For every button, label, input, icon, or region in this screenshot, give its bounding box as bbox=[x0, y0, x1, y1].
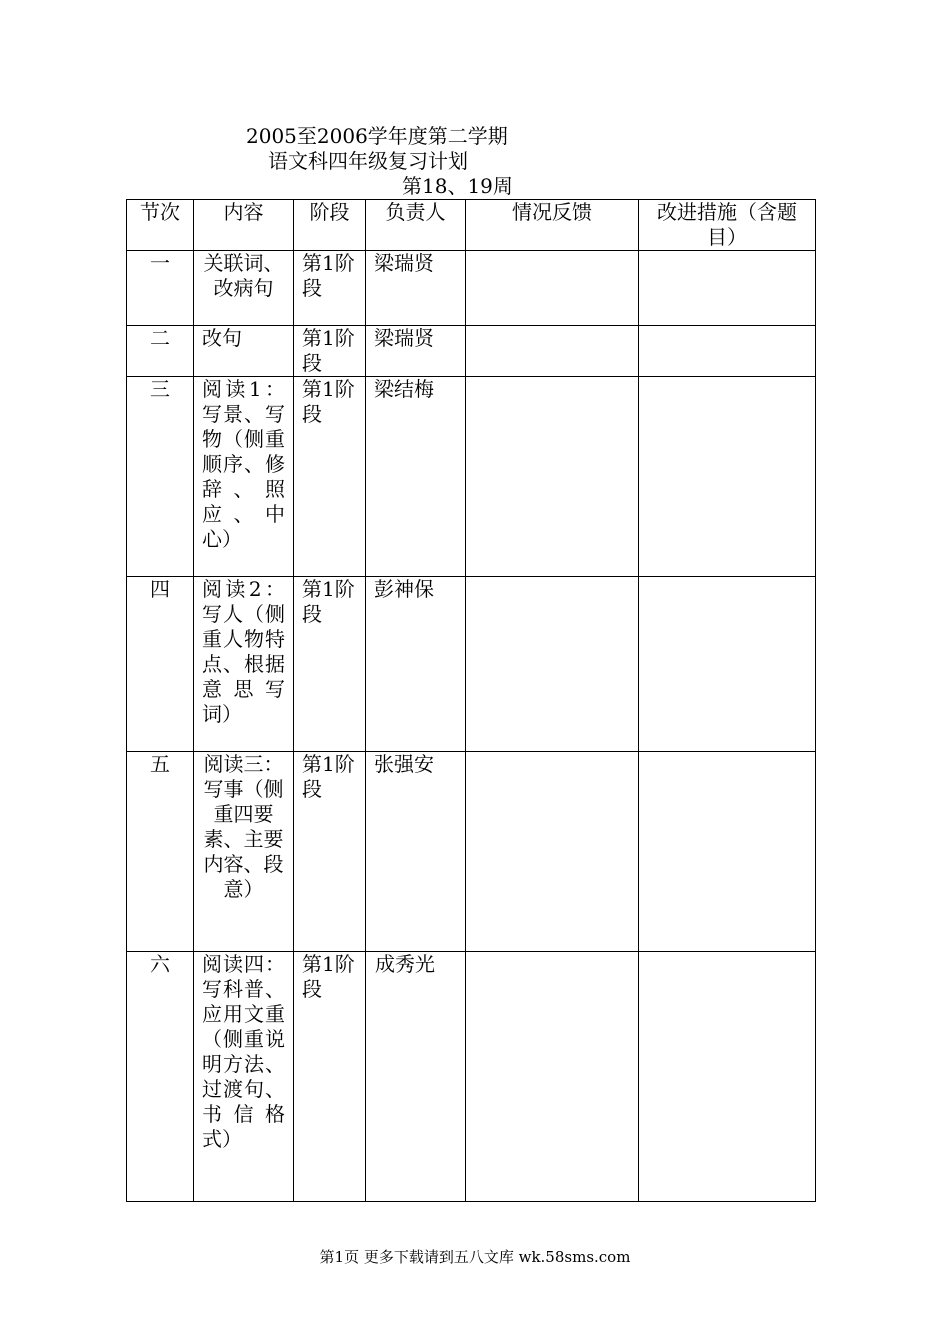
cell-stage: 第1阶段 bbox=[294, 326, 366, 377]
header-section: 节次 bbox=[127, 200, 194, 251]
cell-owner: 梁瑞贤 bbox=[366, 251, 466, 326]
cell-content: 关联词、改病句 bbox=[194, 251, 294, 326]
cell-improvement bbox=[639, 251, 816, 326]
cell-content: 改句 bbox=[194, 326, 294, 377]
table-row bbox=[127, 377, 816, 577]
cell-stage: 第1阶段 bbox=[294, 952, 366, 1202]
cell-section: 二 bbox=[127, 326, 194, 377]
cell-content: 阅读四：写科普、应用文重（侧重说明方法、过渡句、书信格式） bbox=[194, 952, 294, 1202]
cell-owner: 张强安 bbox=[366, 752, 466, 952]
cell-feedback bbox=[466, 251, 639, 326]
cell-section: 一 bbox=[127, 251, 194, 326]
cell-feedback bbox=[466, 752, 639, 952]
cell-stage: 第1阶段 bbox=[294, 377, 366, 577]
review-plan-table bbox=[126, 199, 816, 1202]
cell-improvement bbox=[639, 326, 816, 377]
cell-section: 五 bbox=[127, 752, 194, 952]
table-row bbox=[127, 577, 816, 752]
table-row bbox=[127, 251, 816, 326]
header-owner: 负责人 bbox=[366, 200, 466, 251]
cell-improvement bbox=[639, 952, 816, 1202]
cell-content: 阅读1：写景、写物（侧重顺序、修辞、照应、中心） bbox=[194, 377, 294, 577]
page-footer: 第1页 更多下载请到五八文库 wk.58sms.com bbox=[319, 1248, 631, 1266]
cell-stage: 第1阶段 bbox=[294, 577, 366, 752]
cell-feedback bbox=[466, 577, 639, 752]
cell-stage: 第1阶段 bbox=[294, 752, 366, 952]
header-improvement: 改进措施（含题目） bbox=[639, 200, 816, 251]
cell-content: 阅读三：写事（侧重四要素、主要内容、段意） bbox=[194, 752, 294, 952]
cell-improvement bbox=[639, 752, 816, 952]
header-stage: 阶段 bbox=[294, 200, 366, 251]
document-subtitle: 语文科四年级复习计划 bbox=[268, 149, 468, 173]
cell-stage: 第1阶段 bbox=[294, 251, 366, 326]
cell-section: 六 bbox=[127, 952, 194, 1202]
cell-section: 四 bbox=[127, 577, 194, 752]
cell-feedback bbox=[466, 952, 639, 1202]
cell-content: 阅读2：写人（侧重人物特点、根据意思写词） bbox=[194, 577, 294, 752]
cell-owner: 梁结梅 bbox=[366, 377, 466, 577]
table-row bbox=[127, 326, 816, 377]
cell-improvement bbox=[639, 377, 816, 577]
cell-owner: 彭神保 bbox=[366, 577, 466, 752]
cell-section: 三 bbox=[127, 377, 194, 577]
header-content: 内容 bbox=[194, 200, 294, 251]
document-title: 2005至2006学年度第二学期 bbox=[246, 124, 508, 148]
cell-improvement bbox=[639, 577, 816, 752]
cell-owner: 梁瑞贤 bbox=[366, 326, 466, 377]
cell-owner: 成秀光 bbox=[366, 952, 466, 1202]
week-label: 第18、19周 bbox=[402, 174, 513, 198]
table-row bbox=[127, 752, 816, 952]
cell-feedback bbox=[466, 377, 639, 577]
table-header-row bbox=[127, 200, 816, 251]
table-row bbox=[127, 952, 816, 1202]
cell-feedback bbox=[466, 326, 639, 377]
header-feedback: 情况反馈 bbox=[466, 200, 639, 251]
